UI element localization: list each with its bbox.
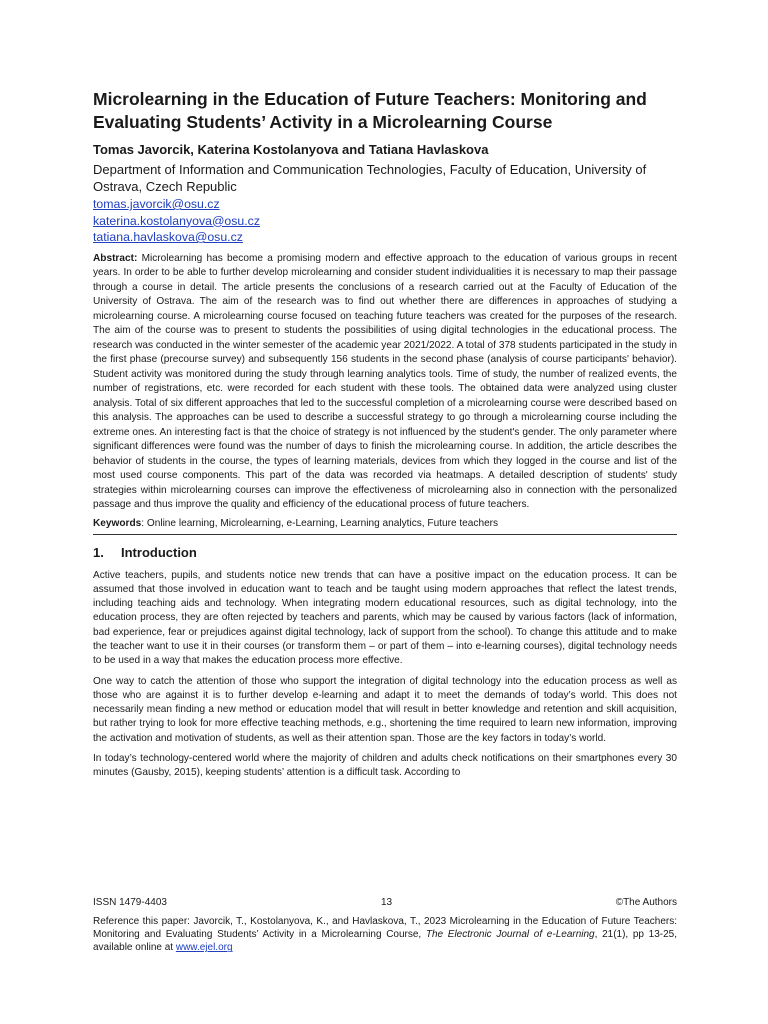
affiliation: Department of Information and Communication Technologies, Faculty of Education, University of Ostrava, Czech Republic: [93, 162, 647, 194]
keywords-text: : Online learning, Microlearning, e-Learning, Learning analytics, Future teachers: [141, 517, 499, 529]
reference-suffix: , 21(1), pp 13-25, available online at: [93, 929, 677, 954]
keywords: [93, 517, 677, 533]
abstract: [93, 252, 677, 513]
keywords-label: Keywords: [93, 517, 142, 529]
journal-link[interactable]: www.ejel.org: [175, 942, 233, 954]
section-title: Introduction: [121, 544, 197, 560]
reference-prefix: Reference this paper: Javorcik, T., Kostolanyova, K., and Havlaskova, T., 2023 Microlearning in the Education of Future Teachers: Monitoring and Evaluating Students’ Activity in a Microlearning Course,: [93, 916, 677, 941]
copyright: ©The Authors: [615, 897, 677, 908]
body-paragraph: One way to catch the attention of those who support the integration of digital technology into the education process as well as those who are against it is to further develop e-learning and adapt it to meet the demands of today’s world. This does not necessarily mean finding a new method or education model that will result in better knowledge and retention and skill acquisition, but rather trying to look for more effective teaching methods, e.g., shortening the time required to learn new information, improving the activation and motivation of students, as well as their attention span. Those are the key factors in today’s world.: [93, 675, 677, 744]
email-link[interactable]: tatiana.havlaskova@osu.cz: [93, 230, 243, 244]
body-paragraph: Active teachers, pupils, and students notice new trends that can have a positive impact on the education process. It can be assumed that those involved in education want to teach and be taught using modern approaches that reflect the latest trends, including teaching aids and technology. When integrating modern educational resources, such as digital technology, into the education process, they are often rejected by teachers and parents, which may be caused by various factors (lack of information, bad experience, fear or prejudices against digital technology, lack of support from the school). To change this attitude and to make the teacher want to use it in their courses (or transform them – or part of them – into e-learning courses), digital technology needs to be used in a way that makes the education process more effective.: [93, 569, 677, 667]
email-link[interactable]: katerina.kostolanyova@osu.cz: [93, 213, 260, 228]
page-footer: [93, 896, 677, 910]
issn: ISSN 1479-4403: [93, 897, 167, 908]
abstract-label: Abstract:: [93, 252, 138, 264]
section-divider: [93, 534, 677, 535]
journal-name: The Electronic Journal of e-Learning: [425, 929, 595, 941]
section-heading: [93, 545, 677, 561]
paper-body: [93, 88, 677, 787]
citation-reference: [93, 915, 677, 955]
page-number: 13: [381, 897, 393, 908]
email-link[interactable]: tomas.javorcik@osu.cz: [93, 197, 220, 211]
email-list: [93, 196, 677, 246]
abstract-text: Microlearning has become a promising modern and effective approach to the education of various groups in recent years. In order to be able to further develop microlearning and consider student individualities it is necessary to map their passage through a course in detail. The article presents the conclusions of a research carried out at the Faculty of Education of the University of Ostrava. The aim of the research was to find out whether there are differences in approaches of studying a microlearning course. A microlearning course focused on teaching future teachers was created for the purposes of the research. The aim of the course was to present to students the possibilities of using digital technologies in the educational process. The research was conducted in the winter semester of the academic year 2021/2022. A total of 378 students participated in the study in the first phase (precourse survey) and subsequently 156 students in the second phase (analysis of course participants' behavior). Student activity was monitored during the study through learning analytics tools. Time of study, the number of realized events, the number of registrations, etc. were recorded for each student with these tools. The obtained data were analyzed using cluster analysis. Total of six different approaches that led to the successful completion of a microlearning course were described based on this analysis. The approaches can be used to describe a successful strategy to go through a microlearning course including the extreme ones. An interesting fact is that the choice of strategy is not influenced by the student's gender. The only parameter where significant differences were found was the number of days to finish the microlearning course. In addition, the article describes the behavior of students in the course, the types of learning materials, devices from which they logged in the course and list of the most used course components. This part of the data was recorded via heatmaps. A detailed description of students' study strategies within microlearning courses can improve the effectiveness of microlearning also in connection with the personalized passage and thus improve the quality and efficiency of the educational process of future teachers.: [93, 252, 677, 510]
section-number: 1.: [93, 544, 104, 560]
body-paragraph: In today’s technology-centered world where the majority of children and adults check notifications on their smartphones every 30 minutes (Gausby, 2015), keeping students’ attention is a difficult task. According to: [93, 753, 677, 779]
author-list: Tomas Javorcik, Katerina Kostolanyova and Tatiana Havlaskova: [93, 142, 489, 157]
paper-title: Microlearning in the Education of Future Teachers: Monitoring and Evaluating Students’ Activity in a Microlearning Course: [93, 89, 647, 132]
